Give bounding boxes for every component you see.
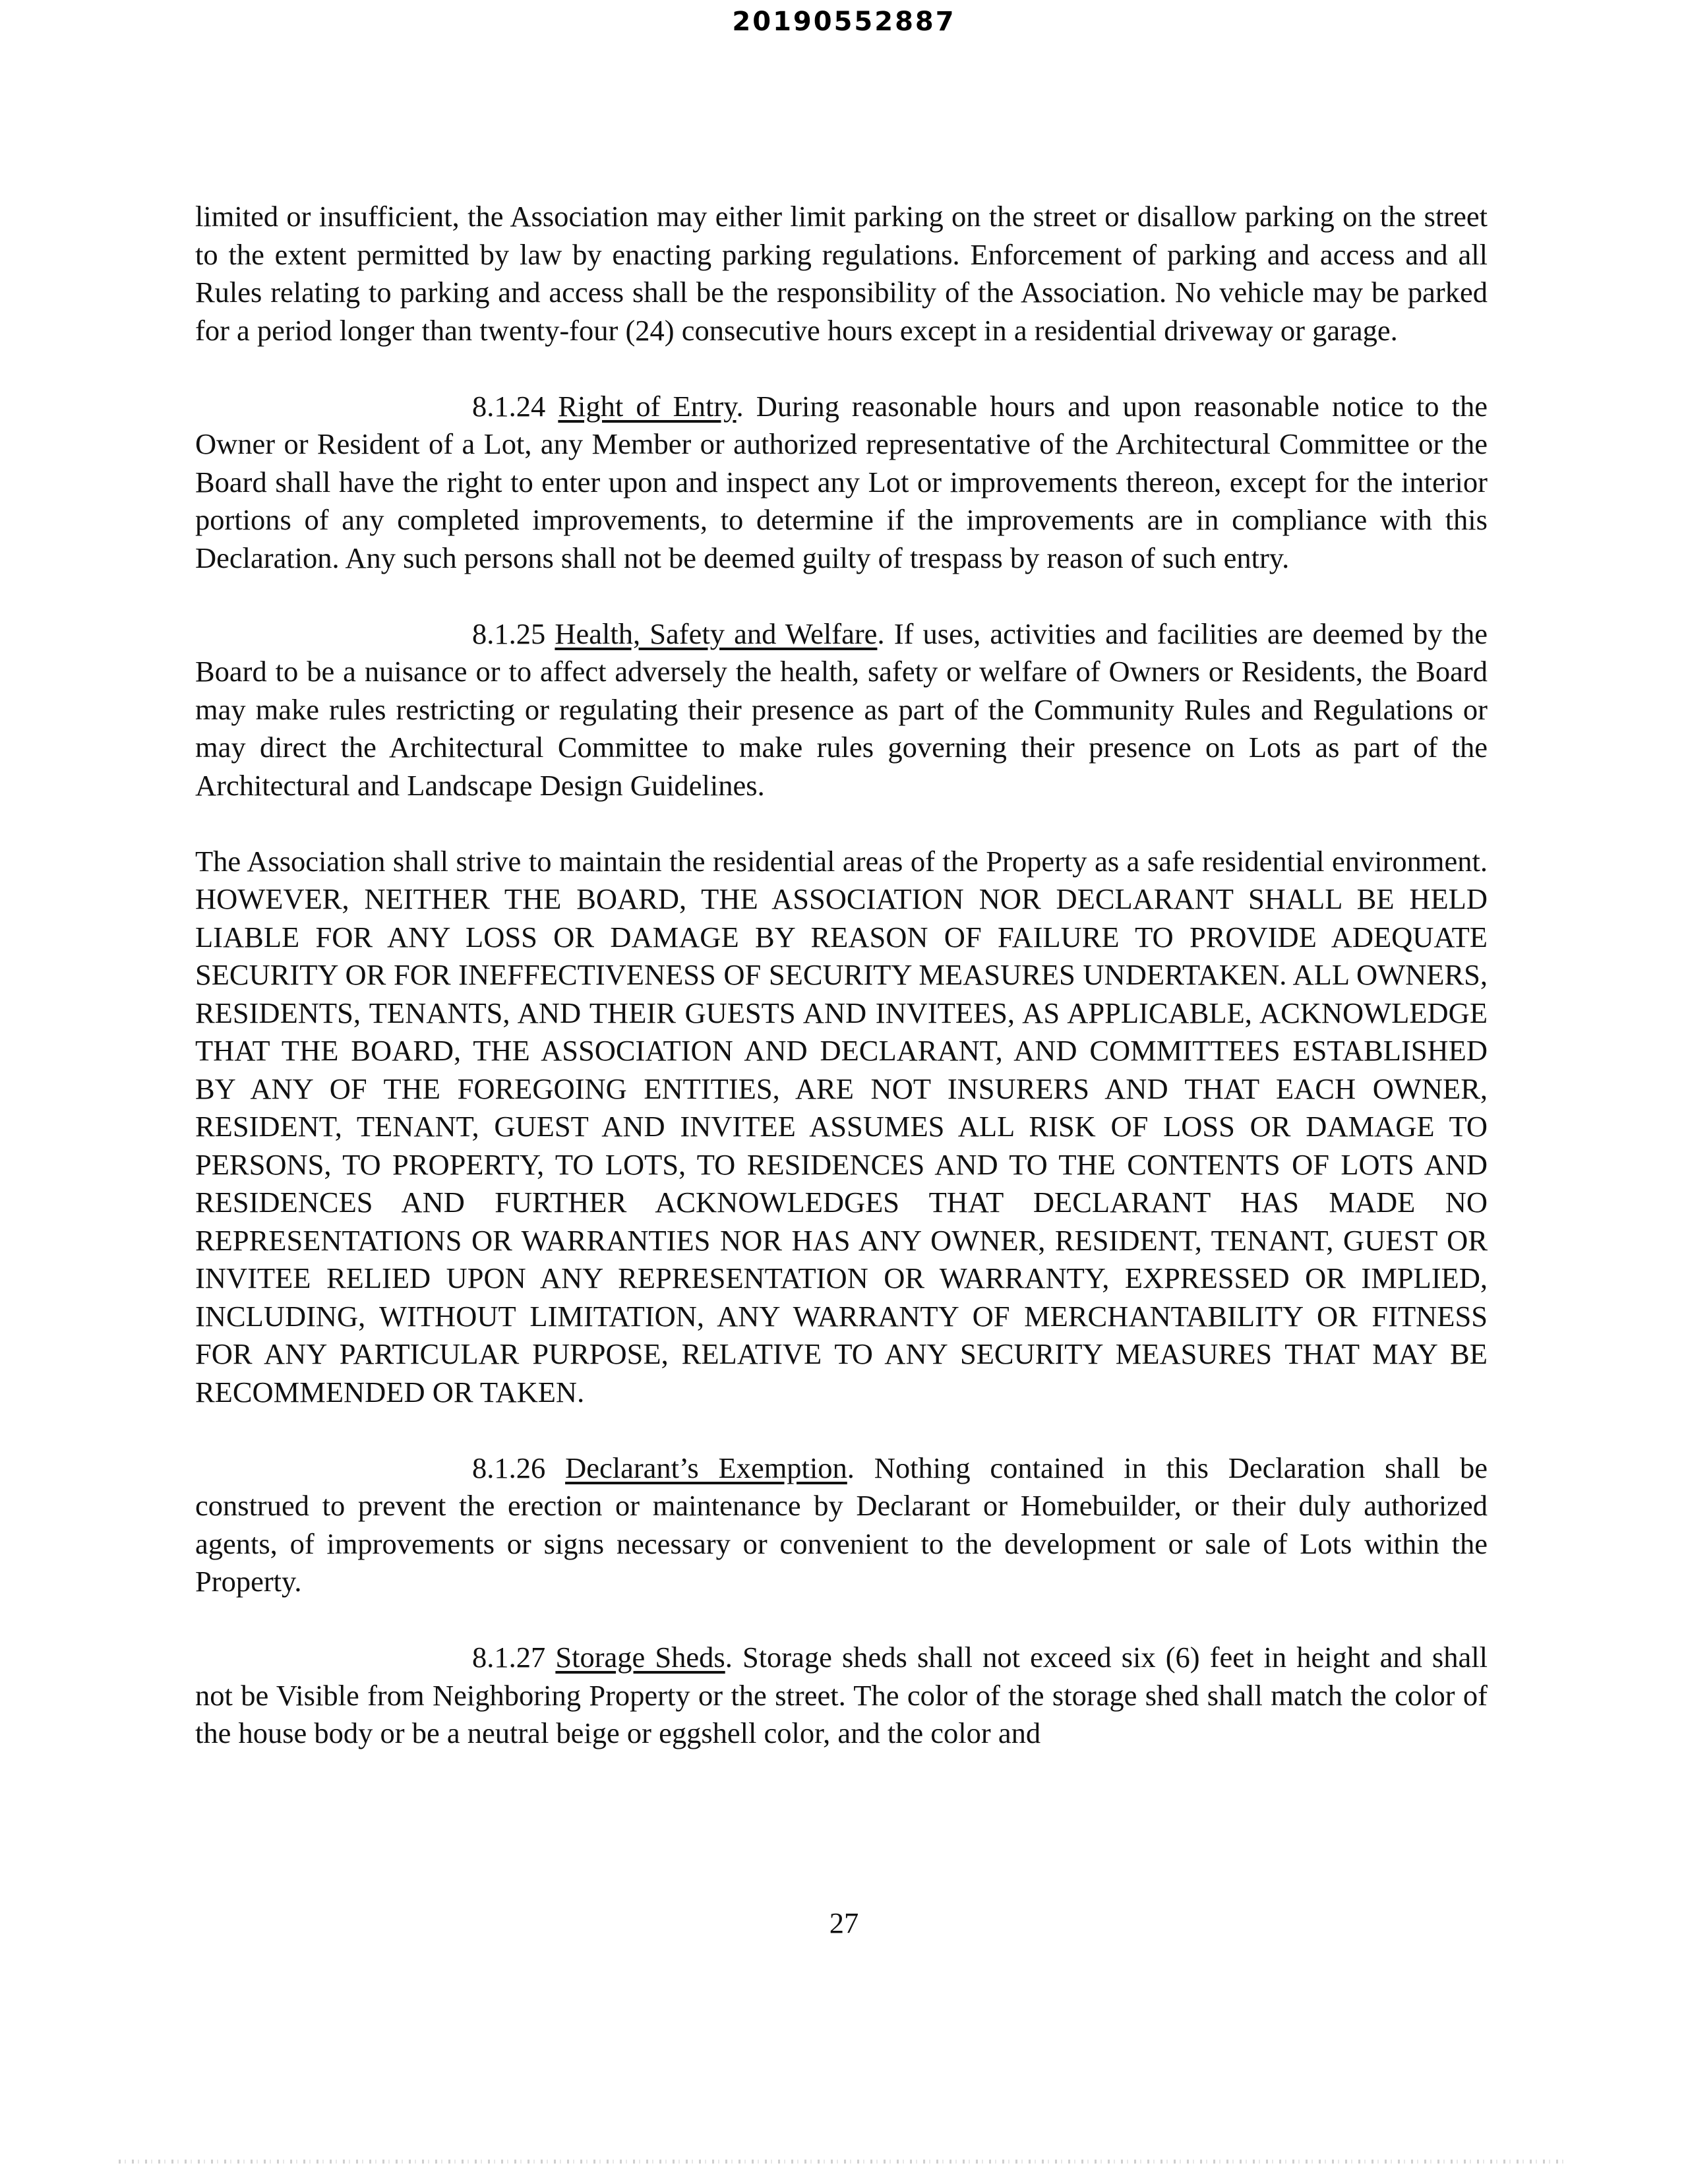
section-number: 8.1.26 [472, 1451, 546, 1484]
section-8-1-26 [195, 1449, 1488, 1601]
section-text: . If uses, activities and facilities are deemed by the Board to be a nuisance or to affect adversely the health, safety or welfare of Owners or Residents, the Board may make rules restricting or regulating their presence as part of the Community Rules and Regulations or may direct the Architectural Committee to make rules governing their presence on Lots as part of the Architectural and Landscape Design Guidelines. [195, 617, 1488, 802]
section-number: 8.1.27 [472, 1641, 546, 1674]
document-body [195, 198, 1488, 1790]
section-number: 8.1.25 [472, 617, 546, 650]
section-8-1-27 [195, 1639, 1488, 1753]
scan-artifact-line [119, 2160, 1569, 2164]
section-heading: Right of Entry [558, 389, 737, 423]
paragraph-parking-continued [195, 198, 1488, 349]
section-8-1-25 [195, 615, 1488, 805]
section-heading: Storage Sheds [555, 1641, 725, 1674]
section-heading: Health, Safety and Welfare [555, 617, 878, 650]
section-number: 8.1.24 [472, 389, 546, 423]
section-text: . During reasonable hours and upon reasonable notice to the Owner or Resident of a Lot, any Member or authorized representative of the Architectural Committee or the Board shall have the right to enter upon and inspect any Lot or improvements thereon, except for the interior portions of any completed improvements, to determine if the improvements are in compliance with this Declaration. Any such persons shall not be deemed guilty of trespass by reason of such entry. [195, 389, 1488, 574]
document-number: 20190552887 [732, 7, 956, 37]
section-text: . Nothing contained in this Declaration shall be construed to prevent the erection or maintenance by Declarant or Homebuilder, or their duly authorized agents, of improvements or signs necessary or convenient to the development or sale of Lots within the Property. [195, 1451, 1488, 1598]
section-heading: Declarant’s Exemption [565, 1451, 847, 1484]
page-number: 27 [829, 1906, 859, 1939]
paragraph-security-disclaimer [195, 843, 1488, 1412]
section-text: . Storage sheds shall not exceed six (6) feet in height and shall not be Visible from Neighboring Property or the street. The color of the storage shed shall match the color of the house body or be a neutral beige or eggshell color, and the color and [195, 1641, 1488, 1749]
paragraph-text: limited or insufficient, the Association may either limit parking on the street or disallow parking on the street to the extent permitted by law by enacting parking regulations. Enforcement of parking and access and all Rules relating to parking and access shall be the responsibility of the Association. No vehicle may be parked for a period longer than twenty-four (24) consecutive hours except in a residential driveway or garage. [195, 200, 1488, 347]
section-8-1-24 [195, 388, 1488, 578]
paragraph-text: The Association shall strive to maintain the residential areas of the Property as a safe residential environment. HOWEVER, NEITHER THE BOARD, THE ASSOCIATION NOR DECLARANT SHALL BE HELD LIABLE FOR ANY LOSS OR DAMAGE BY REASON OF FAILURE TO PROVIDE ADEQUATE SECURITY OR FOR INEFFECTIVENESS OF SECURITY MEASURES UNDERTAKEN. ALL OWNERS, RESIDENTS, TENANTS, AND THEIR GUESTS AND INVITEES, AS APPLICABLE, ACKNOWLEDGE THAT THE BOARD, THE ASSOCIATION AND DECLARANT, AND COMMITTEES ESTABLISHED BY ANY OF THE FOREGOING ENTITIES, ARE NOT INSURERS AND THAT EACH OWNER, RESIDENT, TENANT, GUEST AND INVITEE ASSUMES ALL RISK OF LOSS OR DAMAGE TO PERSONS, TO PROPERTY, TO LOTS, TO RESIDENCES AND TO THE CONTENTS OF LOTS AND RESIDENCES AND FURTHER ACKNOWLEDGES THAT DECLARANT HAS MADE NO REPRESENTATIONS OR WARRANTIES NOR HAS ANY OWNER, RESIDENT, TENANT, GUEST OR INVITEE RELIED UPON ANY REPRESENTATION OR WARRANTY, EXPRESSED OR IMPLIED, INCLUDING, WITHOUT LIMITATION, ANY WARRANTY OF MERCHANTABILITY OR FITNESS FOR ANY PARTICULAR PURPOSE, RELATIVE TO ANY SECURITY MEASURES THAT MAY BE RECOMMENDED OR TAKEN. [195, 844, 1488, 1409]
